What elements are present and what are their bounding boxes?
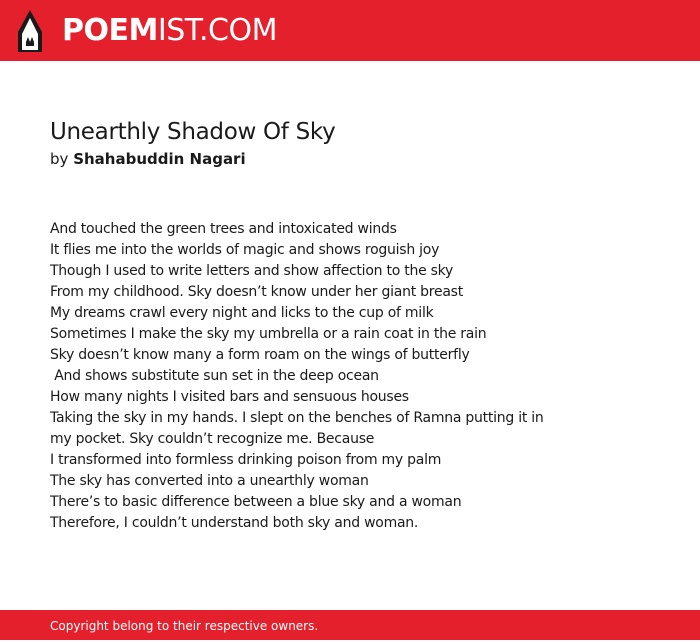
poem-line: And shows substitute sun set in the deep ocean <box>50 368 379 384</box>
site-header <box>0 0 700 61</box>
poem-line: The sky has converted into a unearthly woman <box>50 473 369 489</box>
poem-line: From my childhood. Sky doesn’t know under her giant breast <box>50 284 463 300</box>
poem-line: How many nights I visited bars and sensuous houses <box>50 389 409 405</box>
poem-line: my pocket. Sky couldn’t recognize me. Because <box>50 431 375 447</box>
byline-label: by <box>50 150 69 168</box>
poem-author: Shahabuddin Nagari <box>73 150 246 168</box>
poem-line: Sometimes I make the sky my umbrella or a rain coat in the rain <box>50 326 487 342</box>
poem-body <box>50 219 650 534</box>
poem-line: I transformed into formless drinking poison from my palm <box>50 452 442 468</box>
pencil-icon <box>18 10 42 52</box>
brand-wordmark <box>62 9 277 53</box>
poem-line: Though I used to write letters and show affection to the sky <box>50 263 454 279</box>
poem-line: Therefore, I couldn’t understand both sky and woman. <box>50 515 419 531</box>
poem-line: There’s to basic difference between a blue sky and a woman <box>50 494 462 510</box>
site-footer <box>0 610 700 640</box>
poem-line: Taking the sky in my hands. I slept on the benches of Ramna putting it in <box>50 410 544 426</box>
poem-line: It flies me into the worlds of magic and shows roguish joy <box>50 242 440 258</box>
poem-title: Unearthly Shadow Of Sky <box>50 119 336 145</box>
brand-light-text: IST.COM <box>157 13 277 48</box>
poem-content <box>50 116 650 534</box>
poem-line: My dreams crawl every night and licks to the cup of milk <box>50 305 434 321</box>
copyright-notice: Copyright belong to their respective owners. <box>50 619 319 633</box>
poem-line: And touched the green trees and intoxicated winds <box>50 221 397 237</box>
site-logo-link[interactable] <box>18 9 277 53</box>
brand-bold-text: POEM <box>62 13 158 48</box>
poem-line: Sky doesn’t know many a form roam on the wings of butterfly <box>50 347 470 363</box>
poem-byline <box>50 148 650 170</box>
